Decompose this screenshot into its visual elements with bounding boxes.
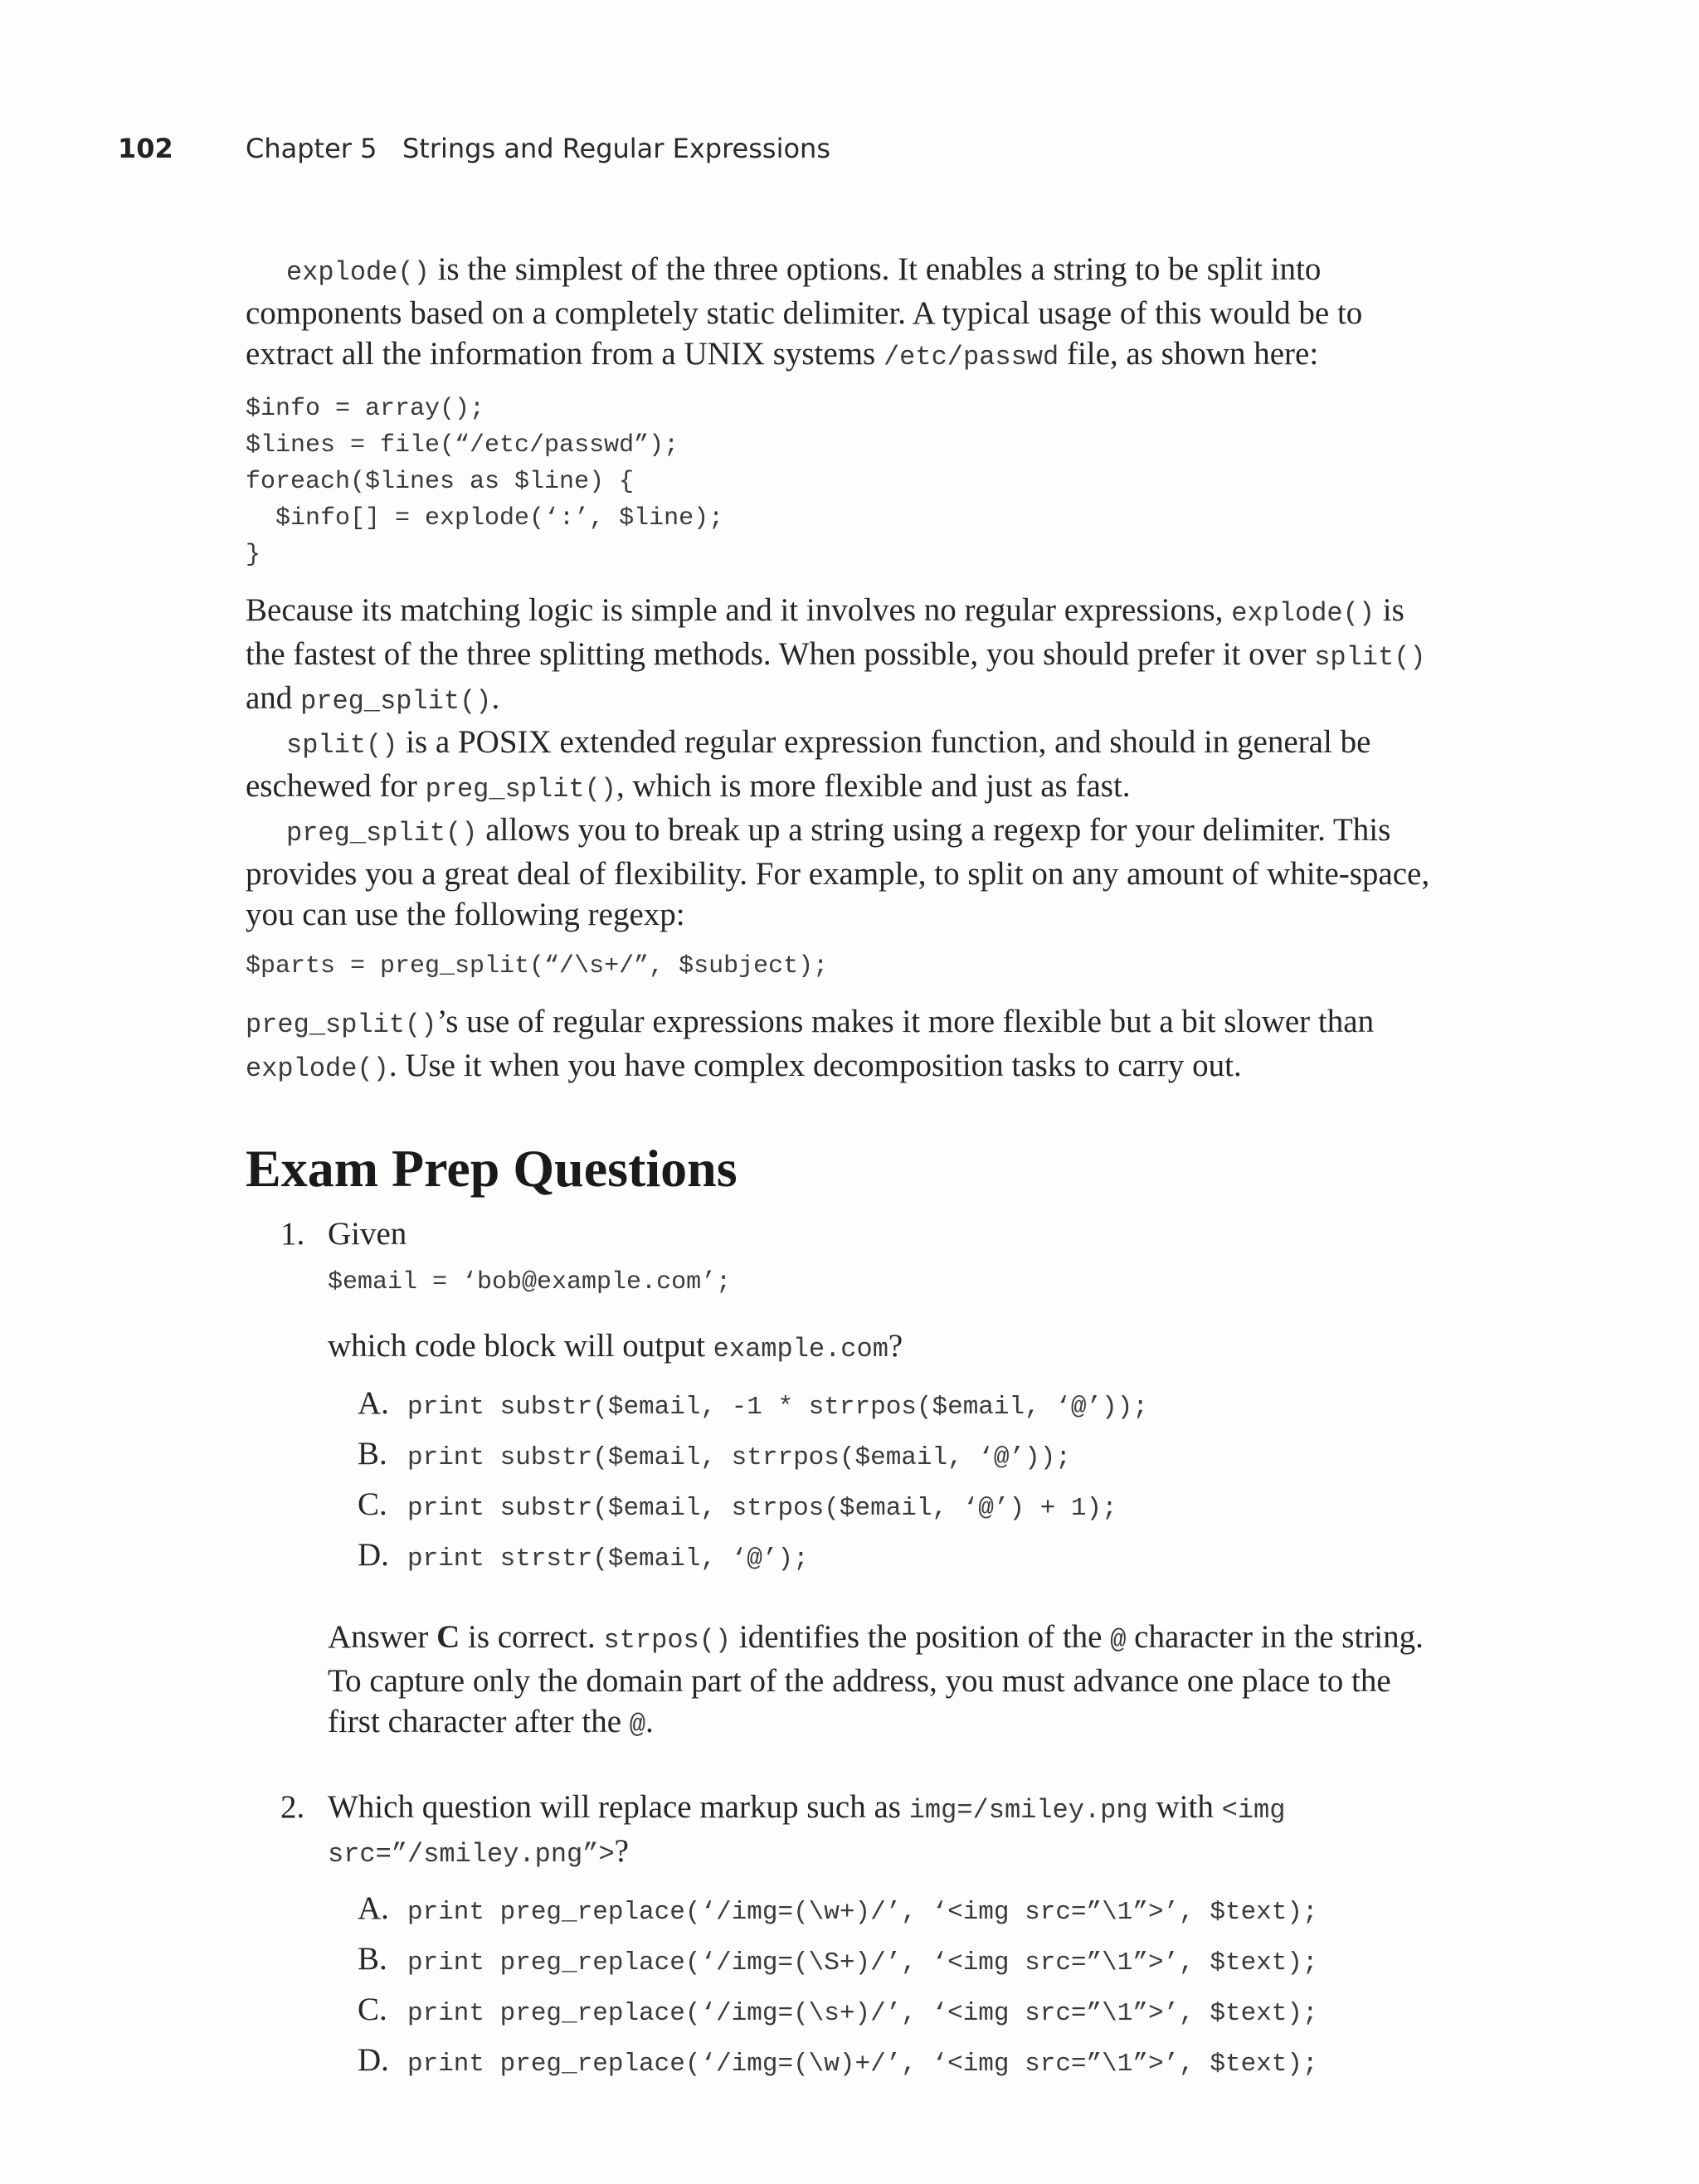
option-b [358,1435,1440,1486]
page-body [246,249,1440,2092]
option-code: print preg_replace(‘/img=(\w)+/’, ‘<img src=”\1”>’, $text); [407,2050,1318,2079]
section-heading: Exam Prep Questions [246,1139,738,1198]
option-code: print preg_replace(‘/img=(\S+)/’, ‘<img src=”\1”>’, $text); [407,1948,1318,1977]
option-a [358,1890,1440,1940]
inline-code: split() [286,730,398,761]
inline-code: preg_split() [300,686,492,717]
option-label: C. [358,1486,387,1522]
paragraph-explode-intro: explode() is the simplest of the three options. It enables a string to be split into components based on a completely static delimiter. A typical usage of this would be to extract all the information from a UNIX systems /etc/passwd file, as shown here: [246,251,1363,372]
paragraph-preg-split-tradeoff: preg_split()’s use of regular expressions makes it more flexible but a bit slower than explode(). Use it when you have complex decomposition tasks to carry out. [246,1004,1375,1084]
code-block-preg-split: $parts = preg_split(“/\s+/”, $subject); [246,952,829,980]
option-d [358,2041,1440,2092]
option-b [358,1940,1440,1991]
chapter-title: Chapter 5 Strings and Regular Expressions [246,133,830,164]
inline-code: preg_split() [246,1009,437,1040]
inline-code: strpos() [603,1625,732,1656]
inline-code: /etc/passwd [883,342,1059,372]
option-list [358,1890,1440,2092]
question-2 [246,1787,1440,2092]
inline-code: explode() [246,1053,389,1084]
paragraph-preg-split: preg_split() allows you to break up a string using a regexp for your delimiter. This provides you a great deal of flexibility. For example, to split on any amount of white-space, you can use the following regexp: [246,812,1430,932]
inline-code: example.com [713,1334,888,1364]
inline-code: preg_split() [286,818,478,849]
option-label: B. [358,1941,387,1977]
inline-code: preg_split() [425,774,616,805]
question-stem: Given [328,1216,407,1252]
option-label: A. [358,1890,389,1926]
paragraph-split: split() is a POSIX extended regular expression function, and should in general be eschewed for preg_split(), which is more flexible and just as fast. [246,724,1371,805]
paragraph-explode-speed: Because its matching logic is simple and it involves no regular expressions, explode() is the fastest of the three splitting methods. When possible, you should prefer it over split() and preg_split(). [246,592,1426,717]
option-list [358,1384,1440,1587]
inline-code: @ [629,1710,645,1740]
option-code: print preg_replace(‘/img=(\w+)/’, ‘<img src=”\1”>’, $text); [407,1898,1318,1927]
inline-code: explode() [1231,598,1375,629]
inline-code: split() [1314,642,1426,673]
question-number: 2. [280,1789,305,1825]
option-a [358,1384,1440,1435]
option-label: A. [358,1385,389,1421]
option-label: B. [358,1436,387,1471]
answer-letter: C [436,1619,460,1655]
option-c [358,1991,1440,2041]
option-code: print substr($email, -1 * strrpos($email, ‘@’)); [407,1393,1148,1422]
answer-explanation: Answer C is correct. strpos() identifies the position of the @ character in the string. To capture only the domain part of the address, you must advance one place to the first character after the @. [328,1619,1424,1740]
option-c [358,1486,1440,1536]
option-code: print substr($email, strpos($email, ‘@’) + 1); [407,1494,1117,1523]
option-code: print strstr($email, ‘@’); [407,1544,809,1574]
option-label: D. [358,2042,389,2078]
question-code: $email = ‘bob@example.com’; [328,1268,732,1296]
inline-code: @ [1110,1625,1127,1656]
inline-code: <img src=”/smiley.png”> [328,1795,1286,1870]
option-label: D. [358,1537,389,1573]
question-prompt: which code block will output example.com? [328,1328,903,1364]
option-label: C. [358,1992,387,2027]
inline-code: img=/smiley.png [908,1795,1148,1826]
question-number: 1. [280,1216,305,1252]
inline-code: explode() [286,257,430,288]
question-1 [246,1214,1440,1745]
option-d [358,1536,1440,1587]
option-code: print preg_replace(‘/img=(\s+)/’, ‘<img src=”\1”>’, $text); [407,1999,1318,2028]
running-header [0,133,1699,174]
question-stem: Which question will replace markup such as img=/smiley.png with <img src=”/smiley.png”>? [328,1789,1286,1870]
code-block-passwd: $info = array(); $lines = file(“/etc/passwd”); foreach($lines as $line) { $info[] = explode(‘:’, $line); } [246,395,724,569]
option-code: print substr($email, strrpos($email, ‘@’)); [407,1443,1071,1472]
page-number: 102 [118,133,173,164]
